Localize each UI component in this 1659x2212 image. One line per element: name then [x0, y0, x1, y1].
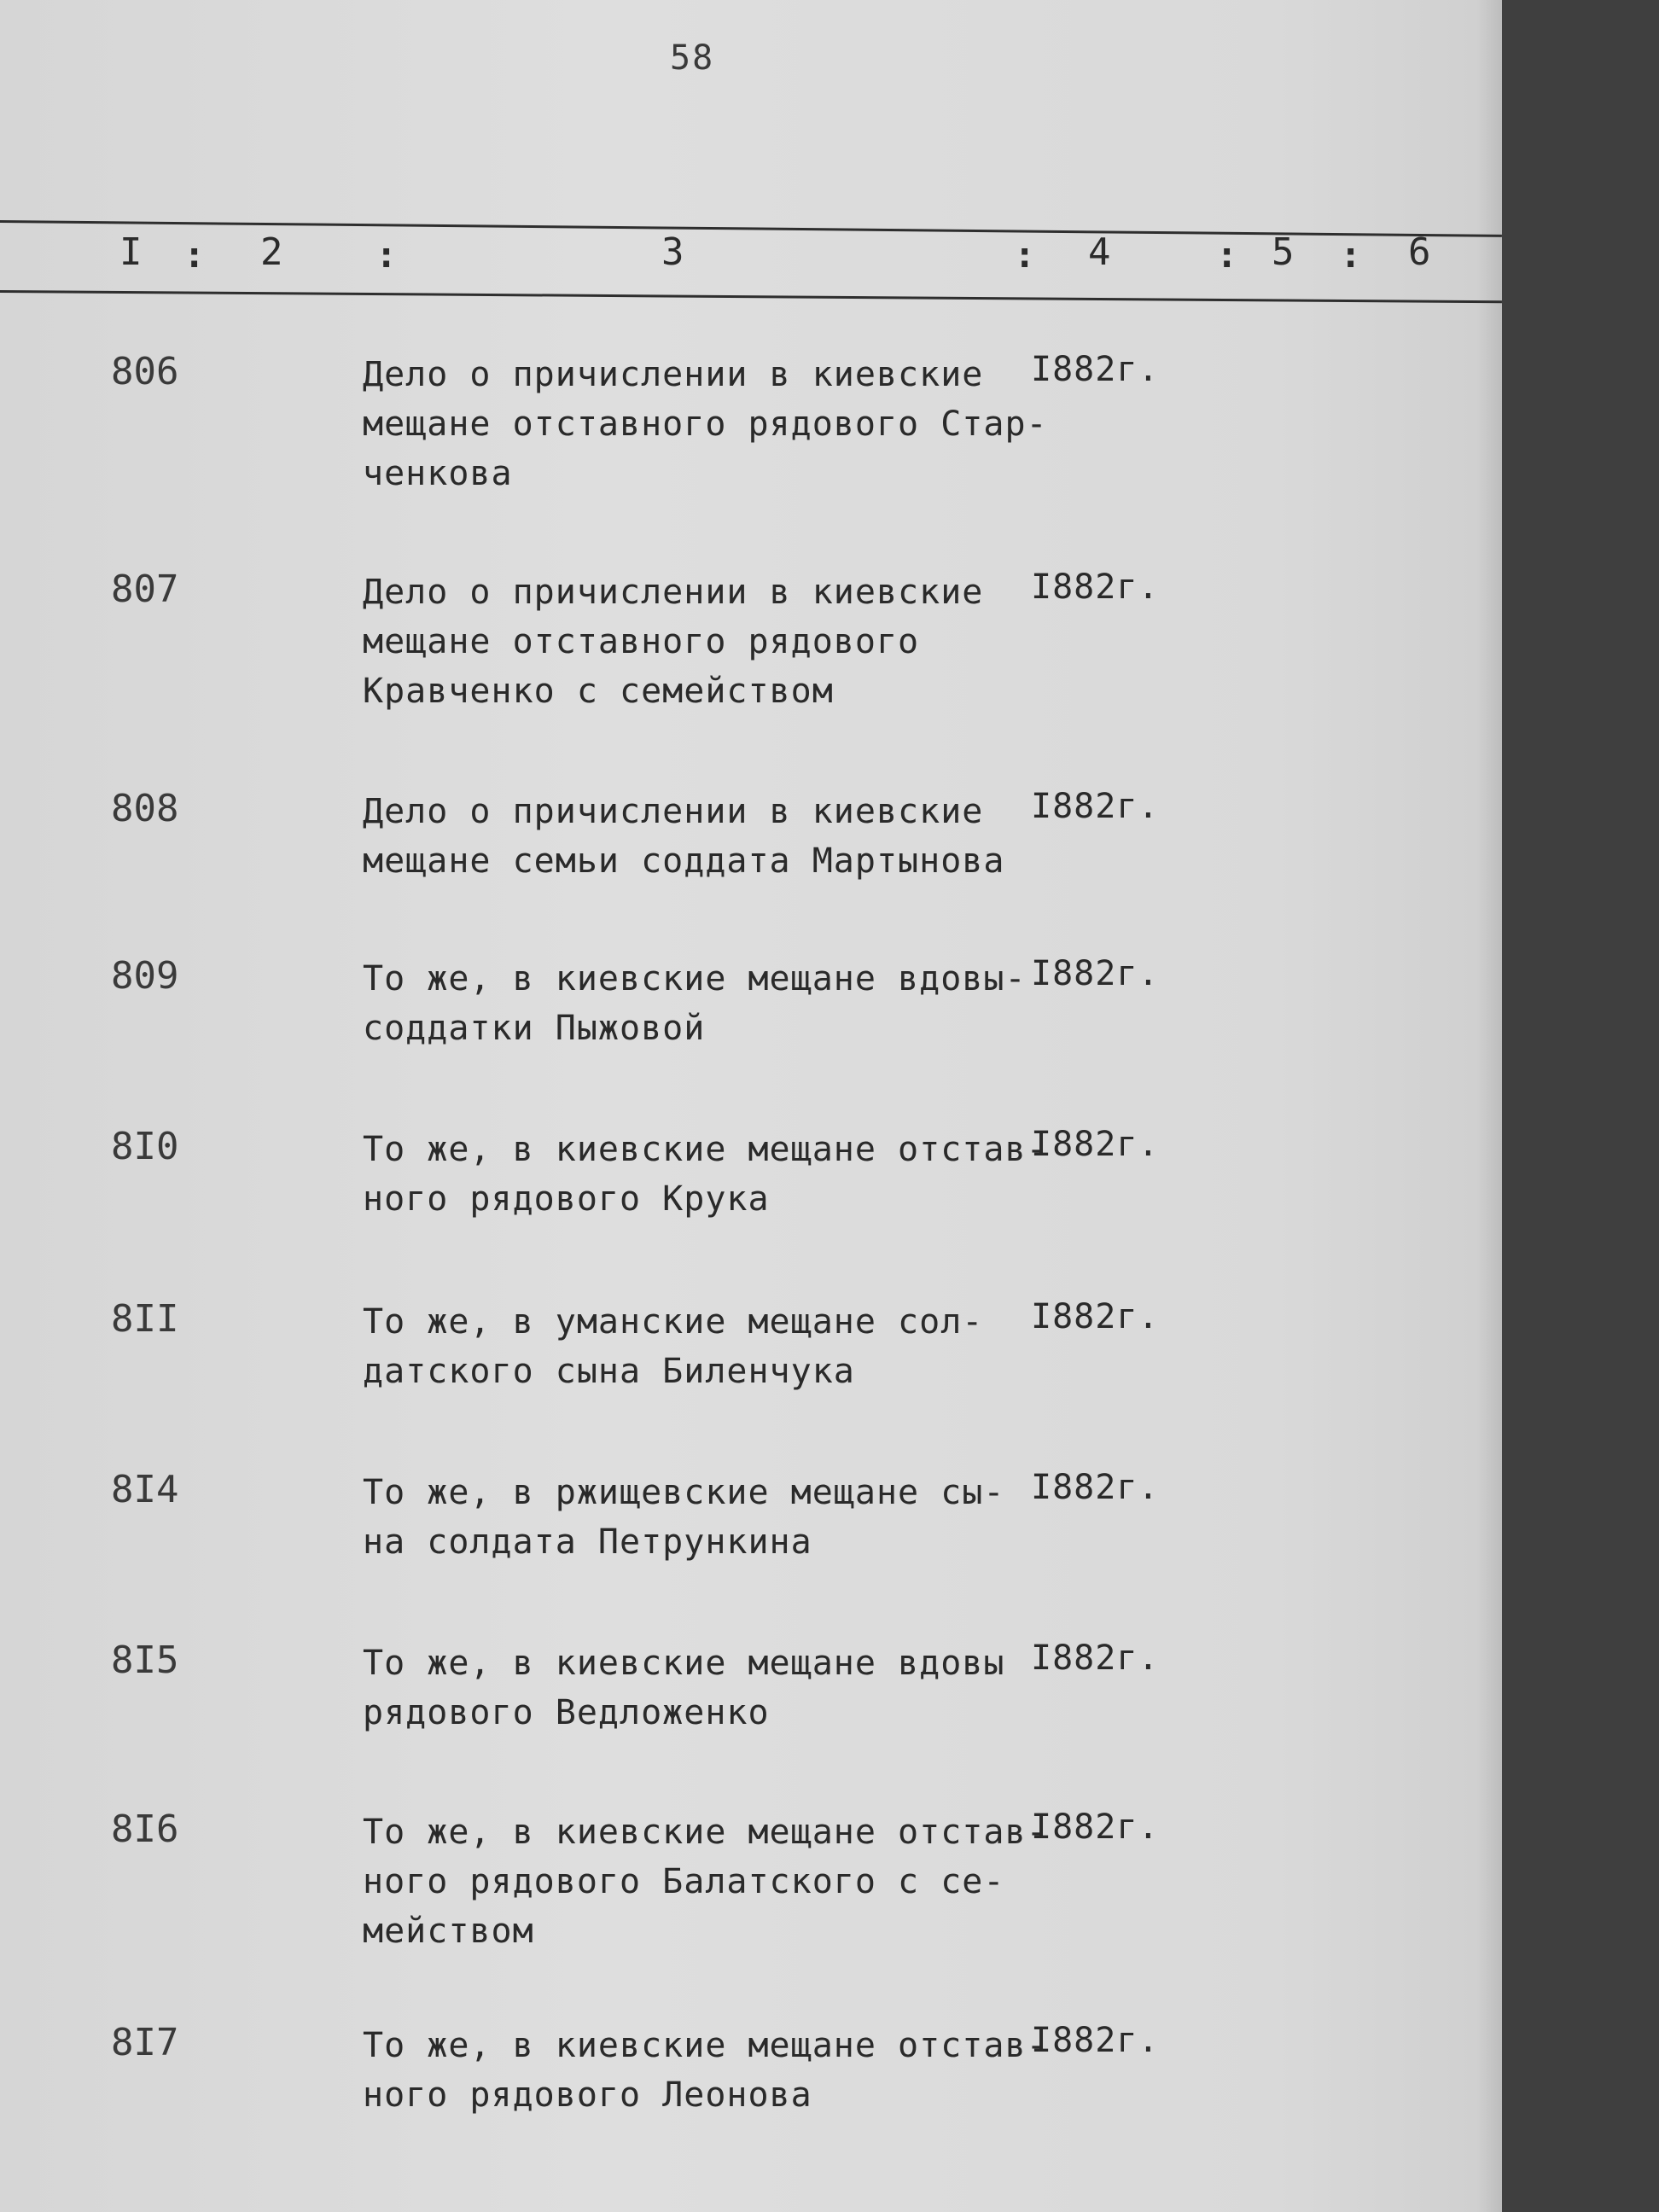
entry-description: То же, в киевские мещане вдовы рядового Ведложенко: [363, 1644, 1005, 1732]
entry-year: I882г.: [1031, 350, 1160, 389]
column-header-6: 6: [1408, 230, 1431, 274]
entry-number: 8I4: [111, 1468, 179, 1511]
entry-description: То же, в киевские мещане вдовы- соддатки Пыжовой: [363, 959, 1027, 1048]
entry-description: То же, в уманские мещане сол- датского сына Биленчука: [363, 1302, 984, 1391]
entry-number: 808: [111, 787, 179, 830]
entry-number: 8I0: [111, 1125, 179, 1168]
page-number: 58: [670, 38, 715, 78]
column-header-1: I: [119, 230, 143, 274]
entry-number: 8I6: [111, 1807, 179, 1851]
column-header-4: 4: [1088, 230, 1111, 274]
column-separator: :: [1014, 234, 1036, 276]
column-header-5: 5: [1272, 230, 1295, 274]
page-shadow-edge: [1476, 0, 1502, 2212]
column-separator: :: [1216, 234, 1238, 276]
column-separator: :: [375, 234, 398, 276]
entry-year: I882г.: [1031, 2021, 1160, 2060]
entry-year: I882г.: [1031, 954, 1160, 993]
column-separator: :: [183, 234, 206, 276]
header-bottom-rule: [0, 290, 1502, 303]
entry-description: Дело о причислении в киевские мещане семьи соддата Мартынова: [363, 792, 1005, 881]
entry-description: То же, в ржищевские мещане сы- на солдата Петрункина: [363, 1473, 1005, 1562]
entry-year: I882г.: [1031, 1468, 1160, 1507]
entry-number: 806: [111, 350, 179, 393]
entry-year: I882г.: [1031, 1125, 1160, 1164]
entry-number: 8II: [111, 1297, 179, 1341]
entry-number: 8I5: [111, 1639, 179, 1682]
entry-description: Дело о причислении в киевские мещане отставного рядового Кравченко с семейством: [363, 573, 984, 711]
entry-year: I882г.: [1031, 787, 1160, 826]
entry-year: I882г.: [1031, 1639, 1160, 1678]
entry-description: То же, в киевские мещане отстав- ного рядового Леонова: [363, 2026, 1048, 2115]
entry-number: 807: [111, 568, 179, 611]
column-header-3: 3: [661, 230, 684, 274]
column-separator: :: [1340, 234, 1362, 276]
entry-number: 809: [111, 954, 179, 998]
entry-description: То же, в киевские мещане отстав- ного рядового Крука: [363, 1130, 1048, 1219]
entry-description: Дело о причислении в киевские мещане отставного рядового Стар- ченкова: [363, 355, 1048, 493]
column-header-2: 2: [260, 230, 283, 274]
entry-description: То же, в киевские мещане отстав- ного рядового Балатского с се- мейством: [363, 1813, 1048, 1951]
entry-year: I882г.: [1031, 568, 1160, 607]
entry-number: 8I7: [111, 2021, 179, 2064]
entry-year: I882г.: [1031, 1807, 1160, 1847]
entry-year: I882г.: [1031, 1297, 1160, 1336]
